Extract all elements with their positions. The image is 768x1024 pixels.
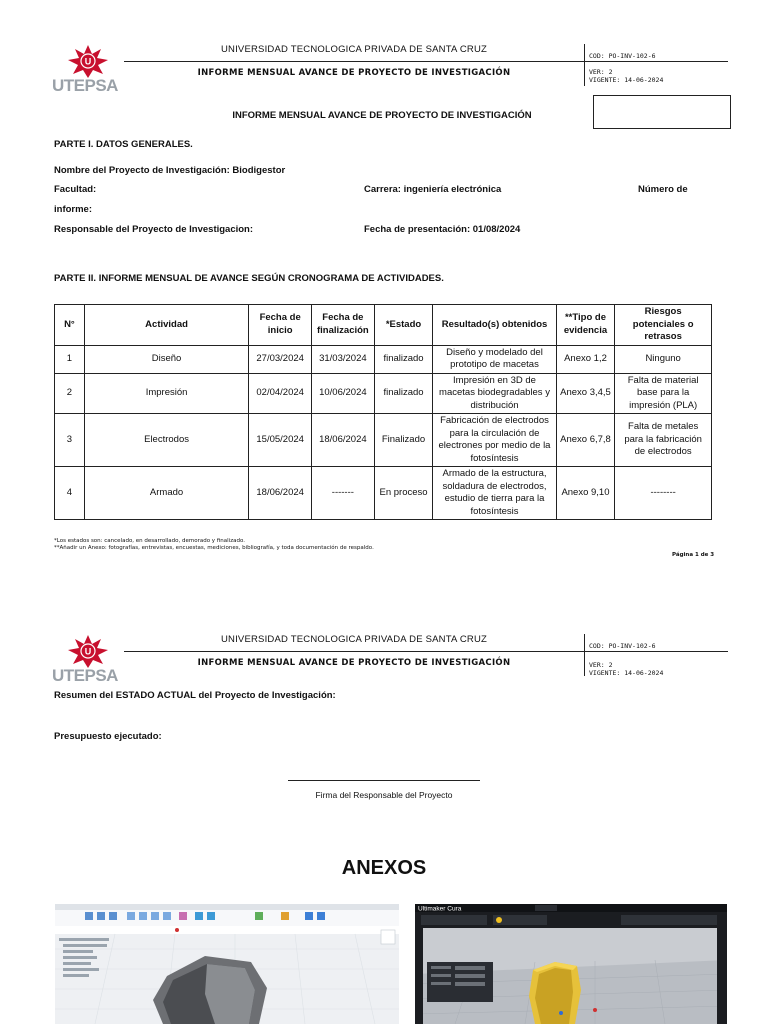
stamp-box <box>593 95 731 129</box>
header-subtitle: INFORME MENSUAL AVANCE DE PROYECTO DE INVESTIGACIÓN <box>197 68 511 78</box>
report-number-label: Número de <box>638 184 688 195</box>
table-cell: finalizado <box>374 373 433 414</box>
table-cell: 3 <box>55 414 85 467</box>
table-cell: 27/03/2024 <box>249 345 312 373</box>
table-cell: 02/04/2024 <box>249 373 312 414</box>
table-header-row <box>55 305 712 346</box>
table-cell: Finalizado <box>374 414 433 467</box>
footnotes <box>54 538 374 552</box>
university-name: UNIVERSIDAD TECNOLOGICA PRIVADA DE SANTA CRUZ <box>220 44 488 55</box>
doc-version: VER: 2 <box>589 661 613 669</box>
header-rule <box>124 61 728 62</box>
annex-cad-screenshot <box>55 904 399 1024</box>
svg-text:U: U <box>84 646 92 657</box>
table-cell: Anexo 3,4,5 <box>556 373 615 414</box>
faculty-field: Facultad: <box>54 184 97 195</box>
budget-label: Presupuesto ejecutado: <box>54 731 162 742</box>
signature-line <box>288 780 480 781</box>
slicer-screenshot-image <box>415 904 727 1024</box>
table-cell: Anexo 6,7,8 <box>556 414 615 467</box>
header-rule <box>124 651 728 652</box>
table-cell: Impresión <box>84 373 249 414</box>
table-cell: Impresión en 3D de macetas biodegradables y distribución <box>433 373 556 414</box>
table-cell: Diseño <box>84 345 249 373</box>
doc-valid-date: VIGENTE: 14-06-2024 <box>589 76 664 84</box>
star-emblem-icon <box>66 634 110 668</box>
responsible-field: Responsable del Proyecto de Investigacion: <box>54 224 254 235</box>
page-number: Página 1 de 3 <box>672 552 715 558</box>
header-subtitle: INFORME MENSUAL AVANCE DE PROYECTO DE INVESTIGACIÓN <box>197 658 511 668</box>
header-cell: **Tipo de evidencia <box>556 305 615 346</box>
annex-title: ANEXOS <box>341 857 427 879</box>
table-row <box>55 414 712 467</box>
header-cell: Fecha de finalización <box>312 305 375 346</box>
logo-text: UTEPSA <box>52 666 118 685</box>
svg-text:Ultimaker Cura: Ultimaker Cura <box>418 905 462 913</box>
table-row <box>55 373 712 414</box>
header-cell: N° <box>55 305 85 346</box>
header-cell: Resultado(s) obtenidos <box>433 305 556 346</box>
table-cell: 15/05/2024 <box>249 414 312 467</box>
table-cell: 1 <box>55 345 85 373</box>
table-cell: Ninguno <box>615 345 712 373</box>
table-cell: 10/06/2024 <box>312 373 375 414</box>
table-cell: Armado <box>84 467 249 520</box>
table-cell: Fabricación de electrodos para la circulación de electrones por medio de la fotosíntesis <box>433 414 556 467</box>
project-name-field: Nombre del Proyecto de Investigación: Biodigestor <box>54 165 286 176</box>
utepsa-logo <box>52 634 124 684</box>
table-cell: Anexo 9,10 <box>556 467 615 520</box>
svg-text:U: U <box>84 56 92 67</box>
header-cell: Riesgos potenciales o retrasos <box>615 305 712 346</box>
footnote-annex: **Añadir un Anexo: fotografías, entrevistas, encuestas, mediciones, bibliografía, y toda documentación de respaldo. <box>54 545 374 551</box>
doc-valid-date: VIGENTE: 14-06-2024 <box>589 669 664 677</box>
doc-code: COD: PO-INV-102-6 <box>589 52 656 60</box>
university-name: UNIVERSIDAD TECNOLOGICA PRIVADA DE SANTA CRUZ <box>220 634 488 645</box>
table-cell: 2 <box>55 373 85 414</box>
table-cell: -------- <box>615 467 712 520</box>
table-cell: Falta de metales para la fabricación de electrodos <box>615 414 712 467</box>
utepsa-logo <box>52 44 124 94</box>
document-title: INFORME MENSUAL AVANCE DE PROYECTO DE INVESTIGACIÓN <box>232 110 532 121</box>
cad-screenshot-image <box>55 904 399 1024</box>
header-divider <box>584 44 585 86</box>
header-cell: Actividad <box>84 305 249 346</box>
doc-version: VER: 2 <box>589 68 613 76</box>
presentation-date-field: Fecha de presentación: 01/08/2024 <box>364 224 521 235</box>
activities-table <box>54 304 712 520</box>
table-cell: ------- <box>312 467 375 520</box>
table-cell: Falta de material base para la impresión (PLA) <box>615 373 712 414</box>
table-row <box>55 345 712 373</box>
annex-slicer-screenshot <box>415 904 727 1024</box>
table-cell: Anexo 1,2 <box>556 345 615 373</box>
table-cell: 18/06/2024 <box>249 467 312 520</box>
table-cell: 31/03/2024 <box>312 345 375 373</box>
part2-title: PARTE II. INFORME MENSUAL DE AVANCE SEGÚN CRONOGRAMA DE ACTIVIDADES. <box>54 273 444 284</box>
table-cell: finalizado <box>374 345 433 373</box>
table-cell: 18/06/2024 <box>312 414 375 467</box>
table-cell: Electrodos <box>84 414 249 467</box>
summary-label: Resumen del ESTADO ACTUAL del Proyecto de Investigación: <box>54 690 336 701</box>
table-cell: Armado de la estructura, soldadura de electrodos, estudio de tierra para la fotosíntesis <box>433 467 556 520</box>
report-number-label-cont: informe: <box>54 204 92 215</box>
table-cell: Diseño y modelado del prototipo de macetas <box>433 345 556 373</box>
page2-header <box>52 634 728 685</box>
header-cell: *Estado <box>374 305 433 346</box>
table-cell: En proceso <box>374 467 433 520</box>
logo-text: UTEPSA <box>52 76 118 95</box>
table-cell: 4 <box>55 467 85 520</box>
header-cell: Fecha de inicio <box>249 305 312 346</box>
footnote-status: *Los estados son: cancelado, en desarrollado, demorado y finalizado. <box>54 538 245 544</box>
table-row <box>55 467 712 520</box>
header-divider <box>584 634 585 676</box>
career-field: Carrera: ingeniería electrónica <box>364 184 502 195</box>
part1-title: PARTE I. DATOS GENERALES. <box>54 139 193 150</box>
signature-label: Firma del Responsable del Proyecto <box>315 790 453 800</box>
doc-code: COD: PO-INV-102-6 <box>589 642 656 650</box>
page1-header <box>52 44 728 95</box>
star-emblem-icon <box>66 44 110 78</box>
